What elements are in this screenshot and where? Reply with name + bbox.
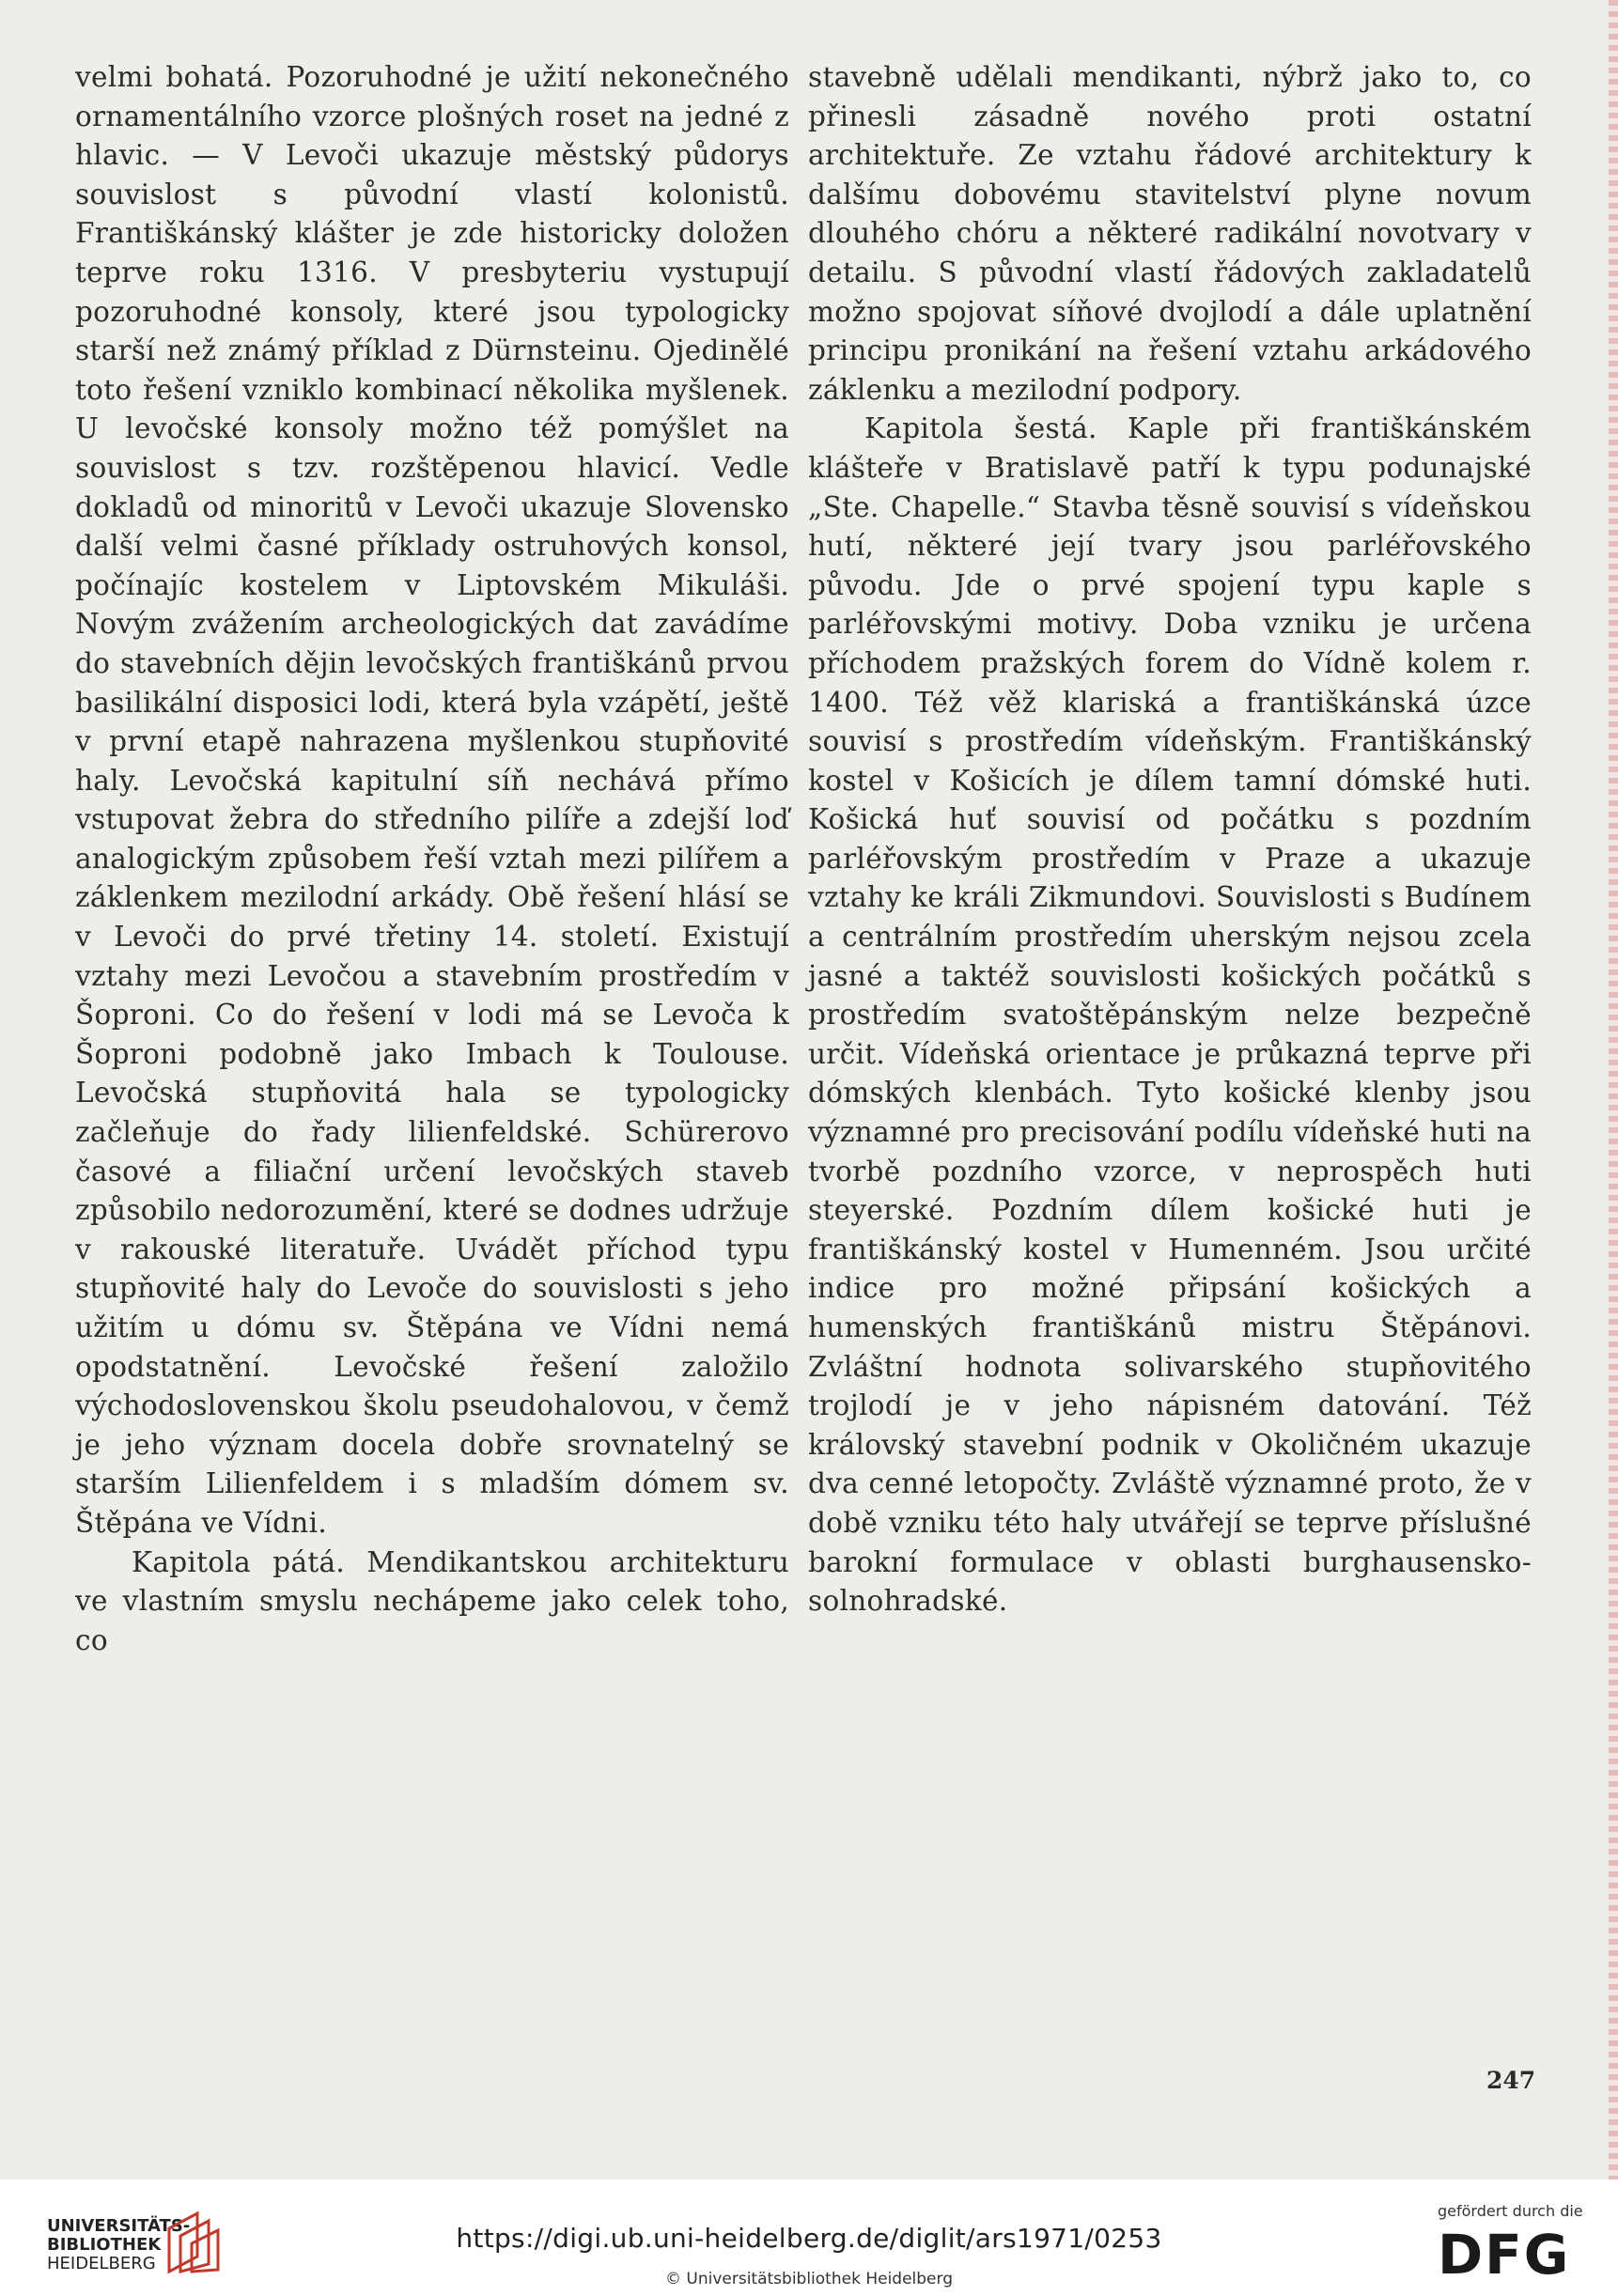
right-paragraph-1: stavebně udělali mendikanti, nýbrž jako to, co přinesli zásadně nového proti ostatní architektuře. Ze vztahu řádové architektury k dalšímu dobovému stavitelství plyne novum dlouhého chóru a některé radikální novotvary v detailu. S původní vlastí řádových zakladatelů možno spojovat síňové dvojlodí a dále uplatnění principu pronikání na řešení vztahu arkádového záklenku a mezilodní podpory. (808, 61, 1532, 406)
page-number: 247 (1486, 2067, 1536, 2094)
left-text-column (75, 58, 789, 1660)
left-paragraph-1: velmi bohatá. Pozoruhodné je užití nekonečného ornamentálního vzorce plošných roset na jedné z hlavic. — V Levoči ukazuje městský půdorys souvislost s původní vlastí kolonistů. Františkánský klášter je zde historicky doložen teprve roku 1316. V presbyteriu vystupují pozoruhodné konsoly, které jsou typologicky starší než známý příklad z Dürnsteinu. Ojedinělé toto řešení vzniklo kombinací několika myšlenek. U levočské konsoly možno též pomýšlet na souvislost s tzv. rozštěpenou hlavicí. Vedle dokladů od minoritů v Levoči ukazuje Slovensko další velmi časné příklady ostruhových konsol, počínajíc kostelem v Liptovském Mikuláši. Novým zvážením archeologických dat zavádíme do stavebních dějin levočských františkánů prvou basilikální disposici lodi, která byla vzápětí, ještě v první etapě nahrazena myšlenkou stupňovité haly. Levočská kapitulní síň nechává přímo vstupovat žebra do středního pilíře a zdejší loď analogickým způsobem řeší vztah mezi pilířem a záklenkem mezilodní arkády. Obě řešení hlásí se v Levoči do prvé třetiny 14. století. Existují vztahy mezi Levočou a stavebním prostředím v Šoproni. Co do řešení v lodi má se Levoča k Šoproni podobně jako Imbach k Toulouse. Levočská stupňovitá hala se typologicky začleňuje do řady lilienfeldské. Schürerovo časové a filiační určení levočských staveb způsobilo nedorozumění, které se dodnes udržuje v rakouské literatuře. Uvádět příchod typu stupňovité haly do Levoče do souvislosti s jeho užitím u dómu sv. Štěpána ve Vídni nemá opodstatnění. Levočské řešení založilo východoslovenskou školu pseudohalovou, v čemž je jeho význam docela dobře srovnatelný se starším Lilienfeldem i s mladším dómem sv. Štěpána ve Vídni. (75, 61, 789, 1539)
copyright-notice: © Universitätsbibliothek Heidelberg (664, 2270, 953, 2288)
footer-bar (0, 2180, 1618, 2296)
library-name-line2: BIBLIOTHEK (47, 2235, 162, 2255)
document-url-link[interactable]: https://digi.ub.uni-heidelberg.de/diglit/ars1971/0253 (456, 2223, 1162, 2254)
page-edge-strip (1609, 0, 1618, 2180)
right-paragraph-2: Kapitola šestá. Kaple při františkánském klášteře v Bratislavě patří k typu podunajské „Ste. Chapelle.“ Stavba těsně souvisí s vídeňskou hutí, některé její tvary jsou parléřovského původu. Jde o prvé spojení typu kaple s parléřovskými motivy. Doba vzniku je určena příchodem pražských forem do Vídně kolem r. 1400. Též věž klariská a františkánská úzce souvisí s prostředím vídeňským. Františkánský kostel v Košicích je dílem tamní dómské huti. Košická huť souvisí od počátku s pozdním parléřovským prostředím v Praze a ukazuje vztahy ke králi Zikmundovi. Souvislosti s Budínem a centrálním prostředím uherským nejsou zcela jasné a taktéž souvislosti košických počátků s prostředím svatoštěpánským nelze bezpečně určit. Vídeňská orientace je průkazná teprve při dómských klenbách. Tyto košické klenby jsou významné pro precisování podílu vídeňské huti na tvorbě pozdního vzorce, v neprospěch huti steyerské. Pozdním dílem košické huti je františkánský kostel v Humenném. Jsou určité indice pro možné připsání košických a humenských františkánů mistru Štěpánovi. Zvláštní hodnota solivarského stupňovitého trojlodí je v jeho nápisném datování. Též královský stavební podnik v Okoličném ukazuje dva cenné letopočty. Zvláště významné proto, že v době vzniku této haly utvářejí se teprve příslušné barokní formulace v oblasti burghausensko-solnohradské. (808, 412, 1532, 1618)
funding-label: gefördert durch die (1438, 2202, 1583, 2220)
right-text-column (808, 58, 1532, 1621)
dfg-logo[interactable]: DFG (1438, 2223, 1571, 2287)
library-name-line3: HEIDELBERG (47, 2254, 156, 2273)
library-name-line1: UNIVERSITÄTS- (47, 2216, 191, 2236)
left-paragraph-2: Kapitola pátá. Mendikantskou architekturu ve vlastním smyslu nechápeme jako celek toho, co (75, 1545, 789, 1656)
